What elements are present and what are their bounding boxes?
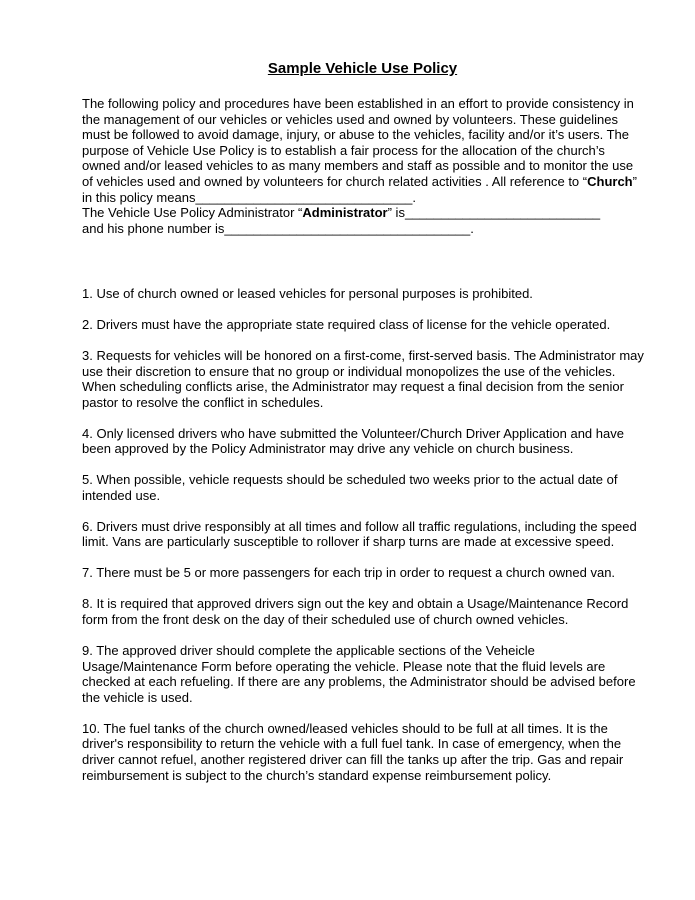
policy-item-1: 1. Use of church owned or leased vehicles for personal purposes is prohibited. (82, 286, 533, 301)
document-title: Sample Vehicle Use Policy (267, 60, 458, 77)
administrator-label-end: ” is (387, 205, 405, 221)
church-blank-line: ______________________________. (195, 189, 416, 205)
intro-body: The following policy and procedures have been established in an effort to provide consistency in the management of our vehicles or vehicles used and owned by volunteers. These guidelines must be followed to avoid damage, injury, or abuse to the vehicles, facility and/or it’s users. The purpose of Vehicle Use Policy is to establish a fair process for the allocation of the church’s owned and/or leased vehicles to as many members and staff as possible and to monitor the use of vehicles used and owned by volunteers for church related activities . All reference to “ (82, 96, 634, 189)
intro-paragraph (82, 96, 644, 236)
administrator-line (82, 205, 644, 221)
church-definition-label: ” in this policy means (82, 173, 637, 205)
policy-item-4: 4. Only licensed drivers who have submitted the Volunteer/Church Driver Application and have been approved by the Policy Administrator may drive any vehicle on church business. (82, 425, 624, 457)
policy-item-2: 2. Drivers must have the appropriate state required class of license for the vehicle operated. (82, 316, 611, 332)
phone-label: and his phone number is (82, 220, 225, 236)
policy-item-8: 8. It is required that approved drivers sign out the key and obtain a Usage/Maintenance Record form from the front desk on the day of their scheduled use of church owned vehicles. (82, 596, 629, 628)
policy-item-10: 10. The fuel tanks of the church owned/leased vehicles should to be full at all times. It is the driver's responsibility to return the vehicle with a full fuel tank. In case of emergency, when the driver cannot refuel, another registered driver can fill the tanks up after the trip. Gas and repair reimbursement is subject to the church’s standard expense reimbursement policy. (82, 720, 624, 783)
phone-line (82, 221, 644, 237)
intro-text (82, 96, 644, 205)
policy-list (82, 286, 645, 799)
administrator-term: Administrator (302, 205, 388, 221)
phone-blank-line: __________________________________. (224, 220, 474, 236)
policy-item-7: 7. There must be 5 or more passengers for each trip in order to request a church owned van. (82, 565, 616, 581)
policy-item-3: 3. Requests for vehicles will be honored on a first-come, first-served basis. The Administrator may use their discretion to ensure that no group or individual monopolizes the use of the vehicles. When scheduling conflicts arise, the Administrator may request a final decision from the senior pastor to resolve the conflict in schedules. (82, 347, 644, 410)
administrator-label: The Vehicle Use Policy Administrator “ (82, 205, 303, 221)
policy-item-6: 6. Drivers must drive responsibly at all times and follow all traffic regulations, including the speed limit. Vans are particularly susceptible to rollover if sharp turns are made at excessive speed. (82, 518, 637, 550)
policy-item-9: 9. The approved driver should complete the applicable sections of the Veheicle Usage/Maintenance Form before operating the vehicle. Please note that the fluid levels are checked at each refueling. If there are any problems, the Administrator should be advised before the vehicle is used. (82, 643, 636, 705)
administrator-blank-line: ___________________________ (404, 205, 601, 221)
church-term: Church (587, 173, 633, 189)
policy-item-5: 5. When possible, vehicle requests should be scheduled two weeks prior to the actual date of intended use. (82, 472, 618, 503)
